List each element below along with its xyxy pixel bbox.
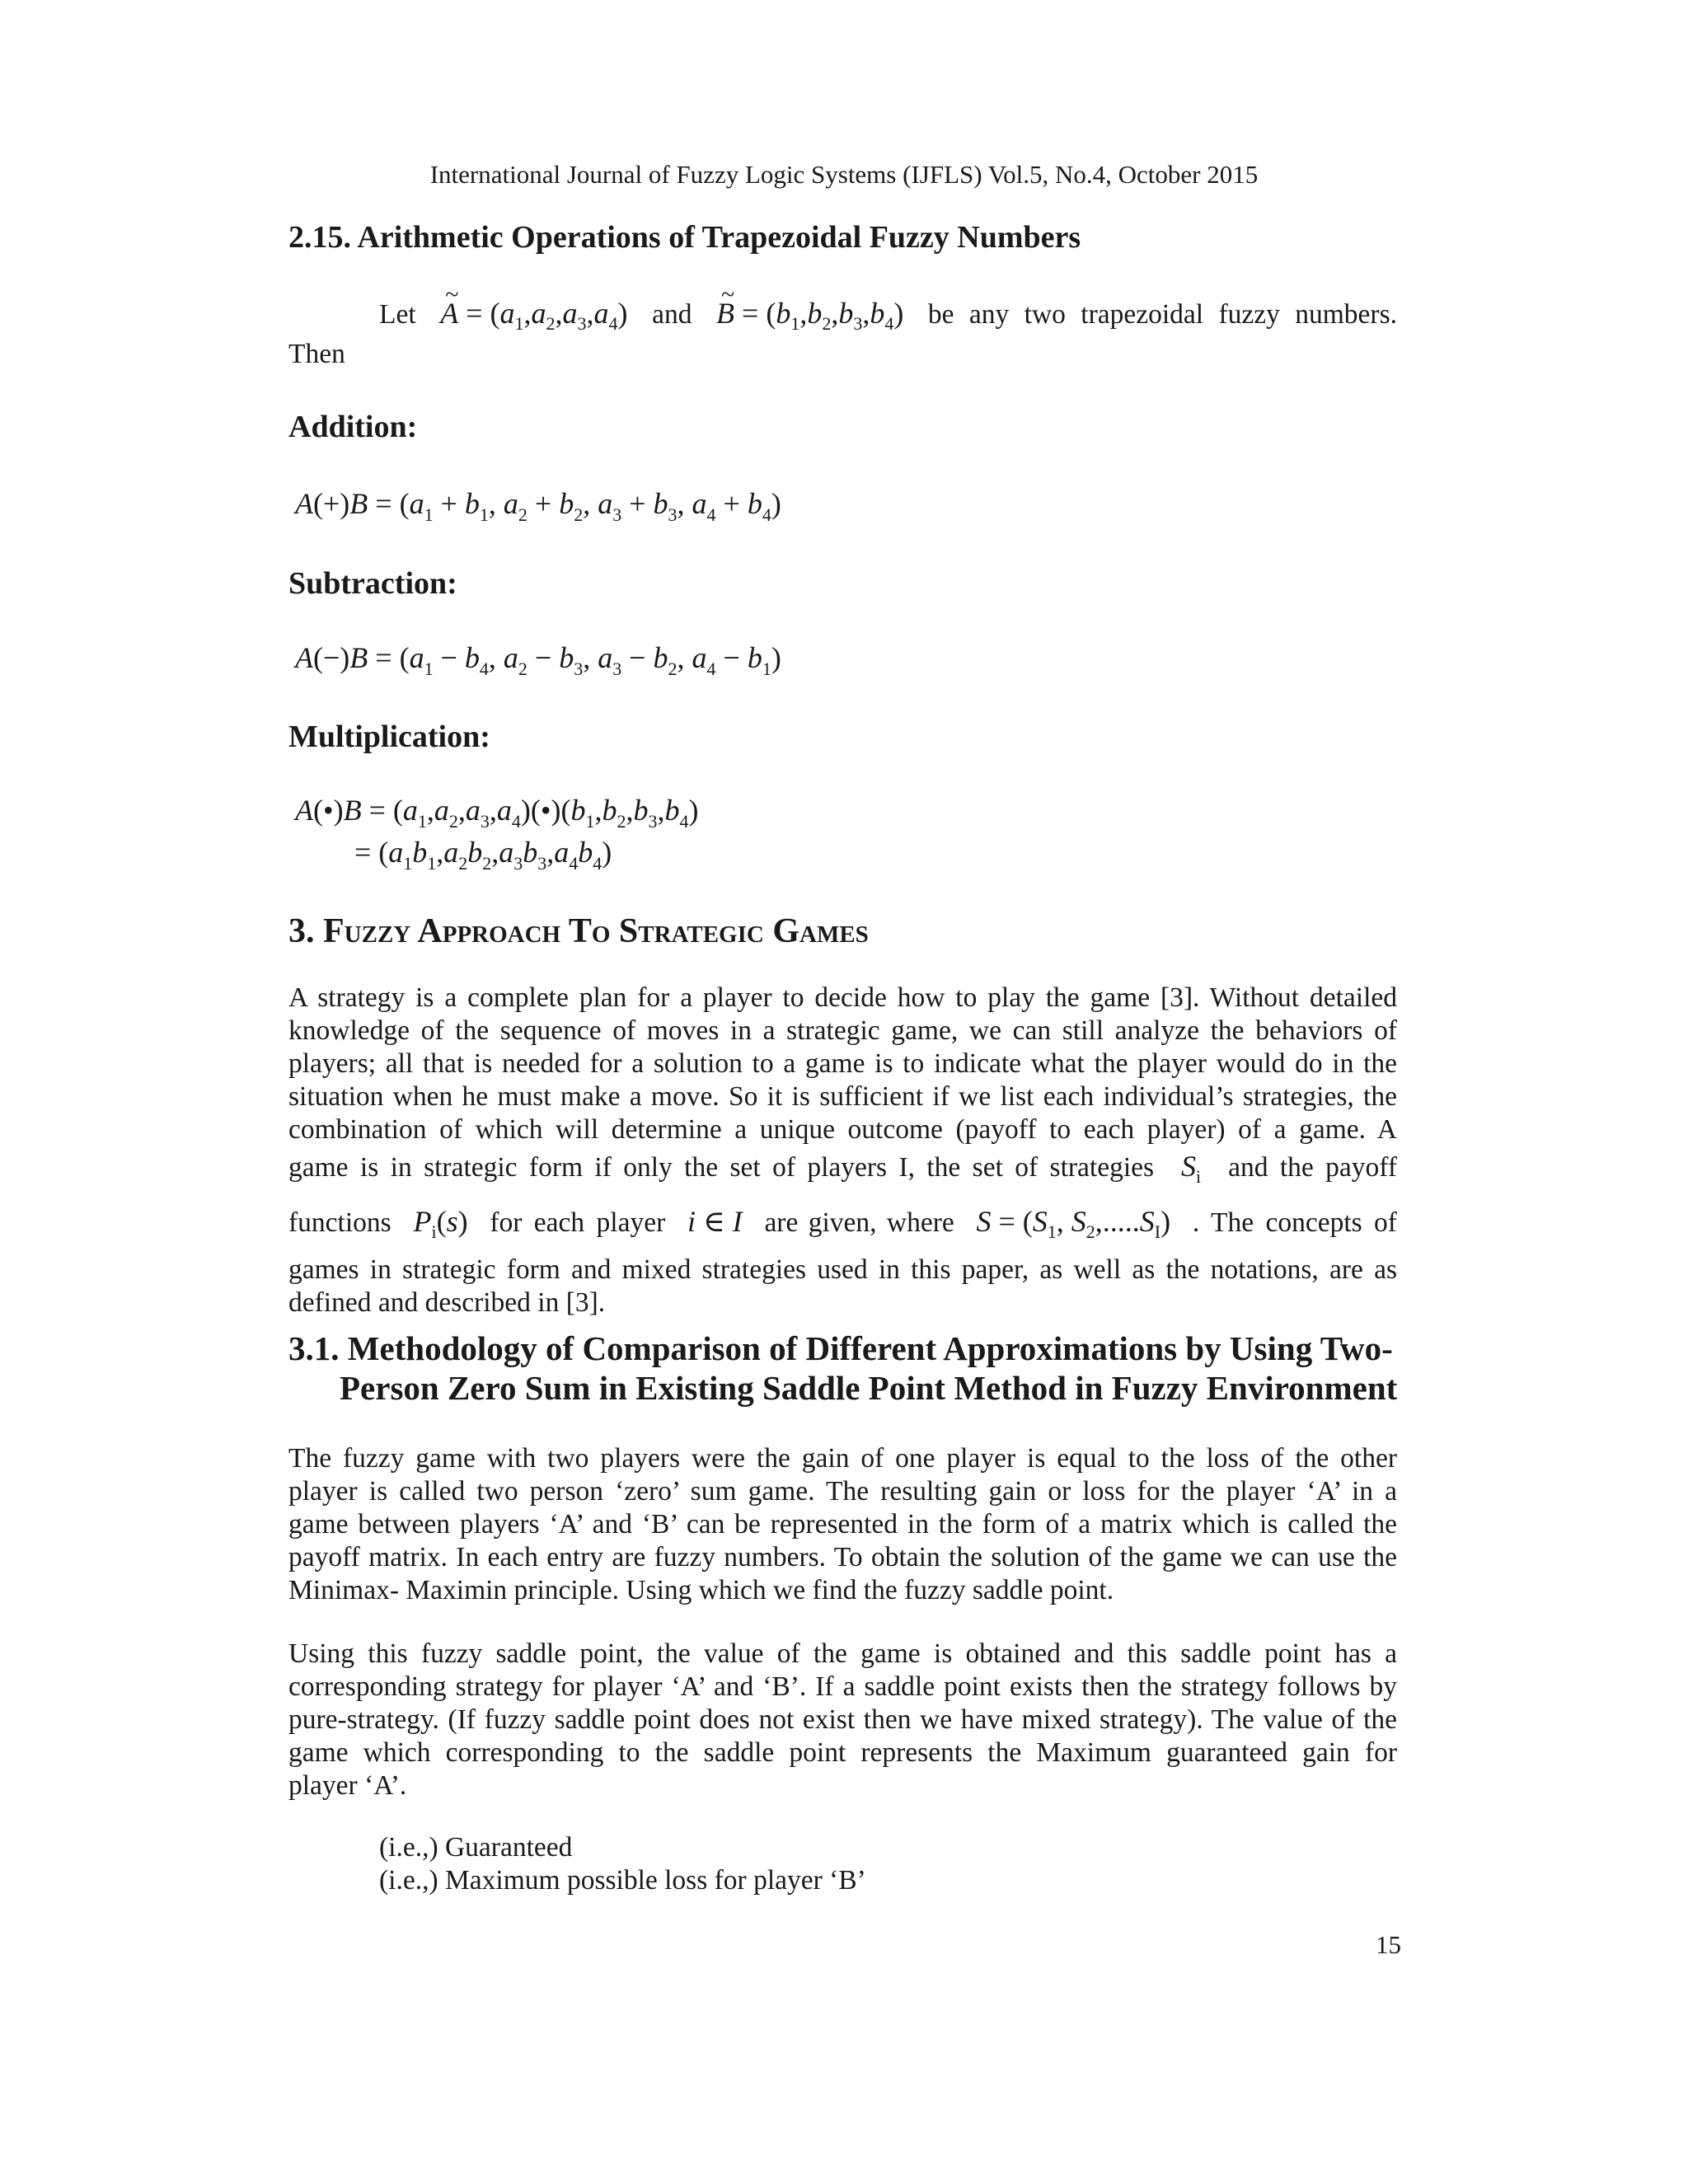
para-line: knowledge of the sequence of moves in a strategic game, we can still analyze the behaviors of (288, 1015, 1397, 1046)
para-line-strategies (288, 1150, 1397, 1193)
para-line-7b: for each player (490, 1207, 666, 1238)
section-3-1-title-line2: Person Zero Sum in Existing Saddle Point Method in Fuzzy Environment (340, 1369, 1398, 1407)
para-line: The fuzzy game with two players were the gain of one player is equal to the loss of the other (288, 1443, 1397, 1474)
para-line: payoff matrix. In each entry are fuzzy numbers. To obtain the solution of the game we can use the (288, 1542, 1397, 1572)
para-line: corresponding strategy for player ‘A’ and ‘B’. If a saddle point exists then the strategy follows by (288, 1671, 1397, 1702)
para-line-6a: game is in strategic form if only the set of players I, the set of strategies (288, 1152, 1155, 1183)
para-line-7c: are given, where (764, 1207, 954, 1238)
para-line: Using this fuzzy saddle point, the value of the game is obtained and this saddle point has a (288, 1638, 1397, 1669)
section-3-title (288, 912, 869, 951)
section-3-1-title (288, 1329, 1397, 1408)
fuzzy-number-a-def: ~ $A = (a_1,a_2,a_3,a_4)$ (440, 297, 627, 340)
para-line: game between players ‘A’ and ‘B’ can be represented in the form of a matrix which is called the (288, 1509, 1397, 1540)
ie-line-max-loss: (i.e.,) Maximum possible loss for player ‘B’ (379, 1865, 866, 1896)
subtraction-heading: Subtraction: (288, 566, 457, 601)
para-line: situation when he must make a move. So it is sufficient if we list each individual’s strategies, the (288, 1081, 1397, 1112)
page-number: 15 (1376, 1930, 1401, 1959)
para-line: game which corresponding to the saddle point represents the Maximum guaranteed gain for (288, 1737, 1397, 1768)
para-line: players; all that is needed for a solution to a game is to indicate what the player would do in the (288, 1048, 1397, 1079)
section-3-1-title-line1: 3.1. Methodology of Comparison of Different Approximations by Using Two- (288, 1329, 1393, 1367)
para-line-7a: functions (288, 1207, 392, 1238)
fuzzy-number-b-def: ~ $B = (b_1,b_2,b_3,b_4)$ (716, 297, 903, 340)
running-header: International Journal of Fuzzy Logic Systems (IJFLS) Vol.5, No.4, October 2015 (429, 160, 1259, 189)
section-3-1-paragraph-1 (288, 1442, 1397, 1607)
section-3-title-text: Fuzzy Approach To Strategic Games (323, 912, 869, 950)
para-line-payoff (288, 1205, 1397, 1249)
be-text: be any two trapezoidal fuzzy numbers. (927, 299, 1397, 330)
para-line: player ‘A’. (288, 1770, 407, 1801)
para-line: defined and described in [3]. (288, 1287, 606, 1318)
para-line: Minimax- Maximin principle. Using which we find the fuzzy saddle point. (288, 1575, 1114, 1605)
section-2-15-title: 2.15. Arithmetic Operations of Trapezoidal Fuzzy Numbers (288, 220, 1081, 255)
section-3-paragraph (288, 982, 1397, 1319)
player-membership: i ∈ I (687, 1205, 743, 1238)
strategy-profile: $S = (S_1$, $S_2,.....S_I$) (976, 1205, 1171, 1242)
para-line-6b: and the payoff (1228, 1152, 1397, 1183)
para-line: pure-strategy. (If fuzzy saddle point does not exist then we have mixed strategy). The value of the (288, 1704, 1397, 1735)
multiplication-heading: Multiplication: (288, 719, 490, 754)
multiplication-formula-line1: A(•)B = $(a_1,a_2,a_3,a_4)(•)(b_1,b_2,b_3,b_4)$ (295, 794, 699, 832)
para-line-7d: . The concepts of (1192, 1207, 1397, 1238)
section-3-number: 3. (288, 912, 315, 950)
para-line: games in strategic form and mixed strategies used in this paper, as well as the notations, are as (288, 1254, 1397, 1285)
ie-line-guaranteed: (i.e.,) Guaranteed (379, 1832, 573, 1863)
para-line: player is called two person ‘zero’ sum game. The resulting gain or loss for the player ‘A’ in a (288, 1476, 1397, 1507)
addition-formula: $A(+)B = (a_1 + b_1$, $a_2 + b_2$, $a_3 + b_3$, $a_4 + b_4$) (295, 487, 781, 525)
let-word: Let (379, 299, 416, 330)
let-statement (379, 297, 1397, 340)
section-3-1-paragraph-2 (288, 1638, 1397, 1802)
multiplication-formula-line2: = $(a_1b_1,a_2b_2,a_3b_3,a_4b_4)$ (354, 836, 612, 874)
para-line: A strategy is a complete plan for a player to decide how to play the game [3]. Without detailed (288, 982, 1397, 1013)
addition-heading: Addition: (288, 410, 418, 444)
strategy-set-si: $S_i$ (1181, 1150, 1202, 1187)
ie-list (379, 1831, 866, 1897)
and-word: and (652, 299, 692, 330)
para-line: combination of which will determine a unique outcome (payoff to each player) of a game. A (288, 1114, 1397, 1145)
then-word: Then (288, 339, 345, 369)
payoff-function: $P_i(s)$ (413, 1205, 468, 1242)
subtraction-formula: $A(-)B = (a_1 - b_4$, $a_2 - b_3$, $a_3 - b_2$, $a_4 - b_1$) (295, 641, 781, 679)
